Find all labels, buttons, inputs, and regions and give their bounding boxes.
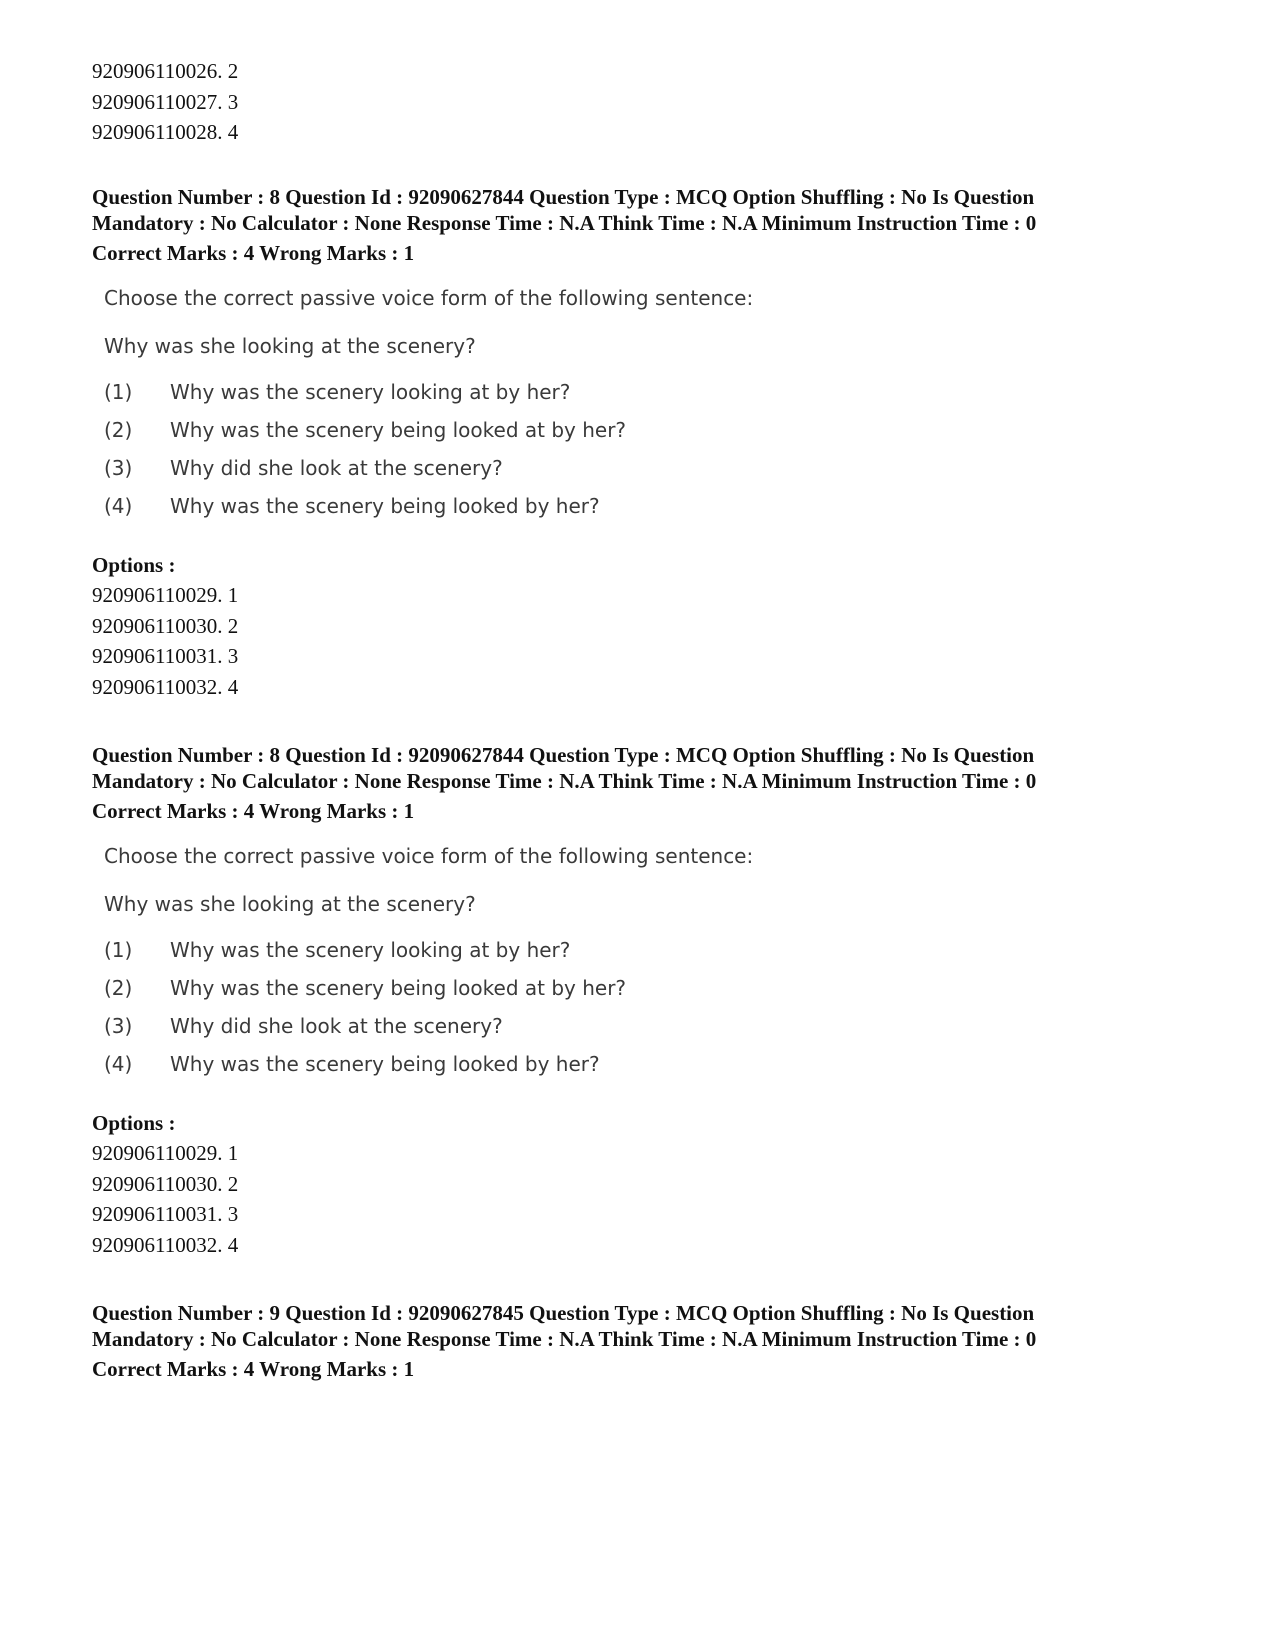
choice-number: (4)	[104, 494, 133, 518]
option-id: 920906110032. 4	[92, 674, 239, 699]
option-id: 920906110030. 2	[92, 1171, 239, 1196]
question-header	[92, 742, 1102, 824]
question-meta-line: Mandatory : No Calculator : None Response Time : N.A Think Time : N.A Minimum Instruction Time : 0	[92, 1327, 1037, 1351]
answer-choice	[104, 974, 1102, 1002]
answer-choice	[104, 936, 1102, 964]
options-section	[92, 550, 1102, 702]
choice-text: Why did she look at the scenery?	[170, 456, 503, 480]
choice-text: Why was the scenery being looked at by her?	[170, 418, 627, 442]
answer-choice	[104, 454, 1102, 482]
choice-text: Why was the scenery looking at by her?	[170, 938, 571, 962]
option-id: 920906110031. 3	[92, 1202, 239, 1226]
answer-choice	[104, 1012, 1102, 1040]
option-id: 920906110031. 3	[92, 644, 239, 668]
question-instruction: Choose the correct passive voice form of the following sentence:	[104, 844, 754, 868]
question-sentence: Why was she looking at the scenery?	[104, 334, 476, 358]
choice-number: (1)	[104, 938, 133, 962]
options-section	[92, 1108, 1102, 1260]
choice-number: (4)	[104, 1052, 133, 1076]
choice-number: (3)	[104, 1014, 133, 1038]
options-list	[92, 580, 1102, 702]
question-body	[104, 284, 1102, 520]
option-id: 920906110030. 2	[92, 613, 239, 638]
option-id: 920906110029. 1	[92, 583, 239, 607]
answer-choice	[104, 378, 1102, 406]
answer-choice	[104, 1050, 1102, 1078]
choice-number: (2)	[104, 418, 133, 442]
answer-choice	[104, 492, 1102, 520]
question-marks: Correct Marks : 4 Wrong Marks : 1	[92, 799, 415, 823]
question-sentence: Why was she looking at the scenery?	[104, 892, 476, 916]
question-meta-line: Question Number : 8 Question Id : 92090627844 Question Type : MCQ Option Shuffling : No Is Question	[92, 185, 1035, 209]
options-label: Options :	[92, 553, 176, 577]
question-instruction: Choose the correct passive voice form of the following sentence:	[104, 286, 754, 310]
option-id: 920906110032. 4	[92, 1232, 239, 1257]
question-header	[92, 1300, 1102, 1382]
options-label: Options :	[92, 1111, 176, 1135]
option-id: 920906110029. 1	[92, 1141, 239, 1165]
question-meta-line: Mandatory : No Calculator : None Response Time : N.A Think Time : N.A Minimum Instruction Time : 0	[92, 769, 1037, 793]
choice-number: (3)	[104, 456, 133, 480]
question-block	[92, 742, 1102, 1260]
previous-options-list	[92, 56, 238, 148]
choice-text: Why was the scenery looking at by her?	[170, 380, 571, 404]
choice-text: Why did she look at the scenery?	[170, 1014, 503, 1038]
question-meta-line: Question Number : 9 Question Id : 92090627845 Question Type : MCQ Option Shuffling : No Is Question	[92, 1301, 1035, 1325]
answer-choice	[104, 416, 1102, 444]
question-block	[92, 184, 1102, 702]
options-list	[92, 1138, 1102, 1260]
choice-text: Why was the scenery being looked at by her?	[170, 976, 627, 1000]
question-header	[92, 184, 1102, 266]
question-meta-line: Mandatory : No Calculator : None Response Time : N.A Think Time : N.A Minimum Instruction Time : 0	[92, 211, 1037, 235]
option-id: 920906110027. 3	[92, 89, 239, 114]
question-body	[104, 842, 1102, 1078]
choice-text: Why was the scenery being looked by her?	[170, 1052, 600, 1076]
question-marks: Correct Marks : 4 Wrong Marks : 1	[92, 241, 415, 265]
question-marks: Correct Marks : 4 Wrong Marks : 1	[92, 1357, 415, 1381]
choice-number: (2)	[104, 976, 133, 1000]
choice-text: Why was the scenery being looked by her?	[170, 494, 600, 518]
option-id: 920906110028. 4	[92, 120, 239, 144]
option-id: 920906110026. 2	[92, 59, 239, 83]
question-meta-line: Question Number : 8 Question Id : 92090627844 Question Type : MCQ Option Shuffling : No Is Question	[92, 743, 1035, 767]
choice-number: (1)	[104, 380, 133, 404]
